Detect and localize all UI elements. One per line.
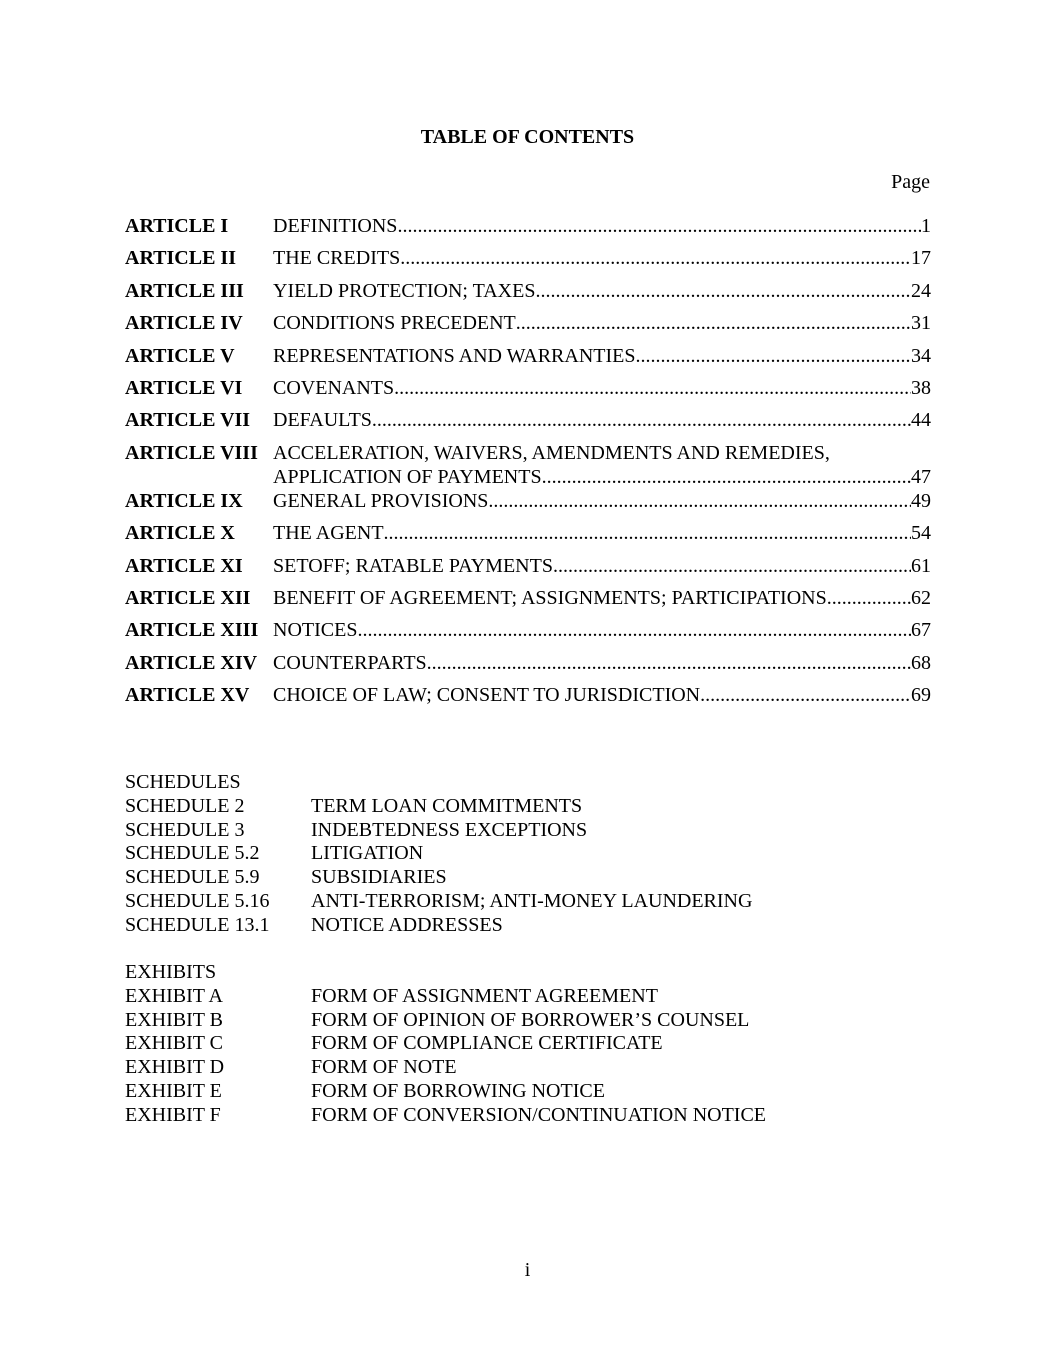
dot-leader xyxy=(397,214,921,238)
dot-leader xyxy=(394,376,911,400)
schedules-heading: SCHEDULES xyxy=(125,771,241,793)
exhibit-row-title: FORM OF OPINION OF BORROWER’S COUNSEL xyxy=(311,1008,750,1031)
dot-leader xyxy=(372,408,911,432)
exhibits-section xyxy=(125,961,825,1128)
schedule-row-code: SCHEDULE 2 xyxy=(125,794,245,817)
toc-entry xyxy=(273,246,931,270)
toc-title: YIELD PROTECTION; TAXES xyxy=(273,279,536,302)
toc-page-number: 17 xyxy=(911,247,931,270)
toc-article-number: ARTICLE XIII xyxy=(125,619,259,642)
toc-page-number: 34 xyxy=(911,344,931,367)
toc-article-number: ARTICLE VIII xyxy=(125,441,258,464)
exhibit-row-code: EXHIBIT C xyxy=(125,1032,223,1055)
toc-entry xyxy=(273,408,931,432)
toc-row[interactable] xyxy=(125,489,931,521)
schedules-section xyxy=(125,771,825,938)
toc-title: COVENANTS xyxy=(273,376,395,399)
toc-title: SETOFF; RATABLE PAYMENTS xyxy=(273,554,553,577)
toc-page-number: 61 xyxy=(911,554,931,577)
toc-title: THE AGENT xyxy=(273,522,384,545)
schedule-row-title: ANTI-TERRORISM; ANTI-MONEY LAUNDERING xyxy=(311,889,753,912)
exhibit-row-title: FORM OF CONVERSION/CONTINUATION NOTICE xyxy=(311,1103,767,1126)
toc-title: REPRESENTATIONS AND WARRANTIES xyxy=(273,344,636,367)
toc-page-number: 44 xyxy=(911,409,931,432)
toc-page-number: 47 xyxy=(911,465,931,488)
exhibit-row xyxy=(125,1080,825,1104)
toc-title-line xyxy=(273,408,931,432)
dot-leader xyxy=(400,246,911,270)
toc-title-line xyxy=(273,465,931,489)
dot-leader xyxy=(700,683,911,707)
toc-article-number: ARTICLE III xyxy=(125,279,244,302)
toc-article-number: ARTICLE VII xyxy=(125,409,251,432)
schedule-row-code: SCHEDULE 5.16 xyxy=(125,889,270,912)
toc-article-number: ARTICLE X xyxy=(125,522,235,545)
toc-article-number: ARTICLE VI xyxy=(125,376,243,399)
toc-title: BENEFIT OF AGREEMENT; ASSIGNMENTS; PARTICIPATIONS xyxy=(273,586,827,609)
toc-title: DEFINITIONS xyxy=(273,215,398,237)
toc-row[interactable] xyxy=(125,651,931,683)
toc-title-line xyxy=(273,279,931,303)
page-column-label: Page xyxy=(891,171,930,193)
toc-entry xyxy=(273,521,931,545)
toc-title: DEFAULTS xyxy=(273,409,372,432)
schedules-list xyxy=(125,795,825,938)
toc-page-number: 1 xyxy=(921,215,931,237)
toc-page-number: 62 xyxy=(911,586,931,609)
schedule-row-title: SUBSIDIARIES xyxy=(311,866,447,889)
exhibit-row-title: FORM OF ASSIGNMENT AGREEMENT xyxy=(311,984,658,1007)
toc-title: APPLICATION OF PAYMENTS xyxy=(273,465,542,488)
schedule-row xyxy=(125,866,825,890)
dot-leader xyxy=(427,651,911,675)
toc-title: ACCELERATION, WAIVERS, AMENDMENTS AND REMEDIES, xyxy=(273,441,830,464)
exhibit-row-code: EXHIBIT F xyxy=(125,1103,221,1126)
toc-article-number: ARTICLE IV xyxy=(125,312,243,335)
toc-row[interactable] xyxy=(125,683,931,715)
toc-title-line xyxy=(273,618,931,642)
exhibit-row-title: FORM OF NOTE xyxy=(311,1056,457,1079)
toc-title-line xyxy=(273,651,931,675)
toc-entry xyxy=(273,279,931,303)
toc-row[interactable] xyxy=(125,554,931,586)
toc-title-line xyxy=(273,344,931,368)
toc-article-number: ARTICLE XIV xyxy=(125,651,258,674)
dot-leader xyxy=(553,554,911,578)
toc-entry xyxy=(273,651,931,675)
toc-article-number: ARTICLE I xyxy=(125,215,229,237)
schedule-row-title: NOTICE ADDRESSES xyxy=(311,913,503,936)
toc-article-number: ARTICLE XI xyxy=(125,554,243,577)
schedule-row-title: INDEBTEDNESS EXCEPTIONS xyxy=(311,818,588,841)
toc-row[interactable] xyxy=(125,376,931,408)
toc-page-number: 31 xyxy=(911,312,931,335)
toc-row[interactable] xyxy=(125,441,931,489)
toc-page-number: 24 xyxy=(911,279,931,302)
toc-entry xyxy=(273,344,931,368)
toc-title-line xyxy=(273,586,931,610)
toc-article-list xyxy=(125,214,931,715)
toc-title-line xyxy=(273,521,931,545)
exhibit-row-code: EXHIBIT B xyxy=(125,1008,223,1031)
schedule-row xyxy=(125,819,825,843)
toc-entry xyxy=(273,683,931,707)
toc-page-number: 67 xyxy=(911,619,931,642)
toc-page-number: 49 xyxy=(911,489,931,512)
toc-row[interactable] xyxy=(125,279,931,311)
dot-leader xyxy=(516,311,911,335)
toc-article-number: ARTICLE XII xyxy=(125,586,251,609)
toc-row[interactable] xyxy=(125,521,931,553)
toc-entry xyxy=(273,214,931,238)
toc-article-number: ARTICLE XV xyxy=(125,684,250,707)
schedule-row-code: SCHEDULE 5.2 xyxy=(125,842,260,865)
toc-entry xyxy=(273,376,931,400)
toc-article-number: ARTICLE II xyxy=(125,247,236,270)
toc-title-line xyxy=(273,214,931,238)
exhibits-heading: EXHIBITS xyxy=(125,961,217,983)
toc-entry xyxy=(273,554,931,578)
toc-title: CONDITIONS PRECEDENT xyxy=(273,312,516,335)
toc-title-line xyxy=(273,554,931,578)
schedule-row xyxy=(125,914,825,938)
toc-page-number: 69 xyxy=(911,684,931,707)
toc-title: GENERAL PROVISIONS xyxy=(273,489,489,512)
exhibit-row-code: EXHIBIT D xyxy=(125,1056,225,1079)
toc-title-line xyxy=(273,311,931,335)
toc-entry xyxy=(273,441,931,489)
dot-leader xyxy=(636,344,912,368)
toc-row[interactable] xyxy=(125,344,931,376)
toc-entry xyxy=(273,311,931,335)
schedule-row xyxy=(125,890,825,914)
dot-leader xyxy=(827,586,911,610)
toc-page-number: 68 xyxy=(911,651,931,674)
exhibit-row xyxy=(125,985,825,1009)
schedule-row-code: SCHEDULE 13.1 xyxy=(125,913,270,936)
toc-row[interactable] xyxy=(125,311,931,343)
exhibit-row-title: FORM OF COMPLIANCE CERTIFICATE xyxy=(311,1032,663,1055)
dot-leader xyxy=(384,521,911,545)
toc-article-number: ARTICLE V xyxy=(125,344,235,367)
toc-title-line xyxy=(273,376,931,400)
schedule-row-code: SCHEDULE 3 xyxy=(125,818,245,841)
toc-title-line xyxy=(273,246,931,270)
toc-title: CHOICE OF LAW; CONSENT TO JURISDICTION xyxy=(273,684,701,707)
toc-title-line xyxy=(273,441,931,465)
dot-leader xyxy=(535,279,911,303)
exhibit-row xyxy=(125,1104,825,1128)
toc-title: NOTICES xyxy=(273,619,358,642)
exhibit-row-title: FORM OF BORROWING NOTICE xyxy=(311,1079,605,1102)
schedule-row xyxy=(125,795,825,819)
toc-page-number: 38 xyxy=(911,376,931,399)
exhibit-row xyxy=(125,1009,825,1033)
toc-entry xyxy=(273,489,931,513)
exhibit-row xyxy=(125,1032,825,1056)
toc-title: THE CREDITS xyxy=(273,247,401,270)
dot-leader xyxy=(357,618,911,642)
toc-row[interactable] xyxy=(125,214,931,246)
toc-article-number: ARTICLE IX xyxy=(125,489,243,512)
toc-row[interactable] xyxy=(125,586,931,618)
exhibit-row-code: EXHIBIT A xyxy=(125,984,223,1007)
toc-title-line xyxy=(273,683,931,707)
dot-leader xyxy=(542,465,911,489)
toc-entry xyxy=(273,586,931,610)
toc-row[interactable] xyxy=(125,618,931,650)
toc-title-line xyxy=(273,489,931,513)
page-title: TABLE OF CONTENTS xyxy=(420,126,635,148)
schedule-row xyxy=(125,842,825,866)
footer-page-number: i xyxy=(524,1259,531,1281)
toc-row[interactable] xyxy=(125,408,931,440)
exhibits-list xyxy=(125,985,825,1128)
toc-page-number: 54 xyxy=(911,522,931,545)
dot-leader xyxy=(488,489,911,513)
toc-entry xyxy=(273,618,931,642)
exhibit-row-code: EXHIBIT E xyxy=(125,1079,222,1102)
toc-row[interactable] xyxy=(125,246,931,278)
toc-title: COUNTERPARTS xyxy=(273,651,427,674)
exhibit-row xyxy=(125,1056,825,1080)
schedule-row-title: TERM LOAN COMMITMENTS xyxy=(311,794,583,817)
schedule-row-code: SCHEDULE 5.9 xyxy=(125,866,260,889)
schedule-row-title: LITIGATION xyxy=(311,842,424,865)
